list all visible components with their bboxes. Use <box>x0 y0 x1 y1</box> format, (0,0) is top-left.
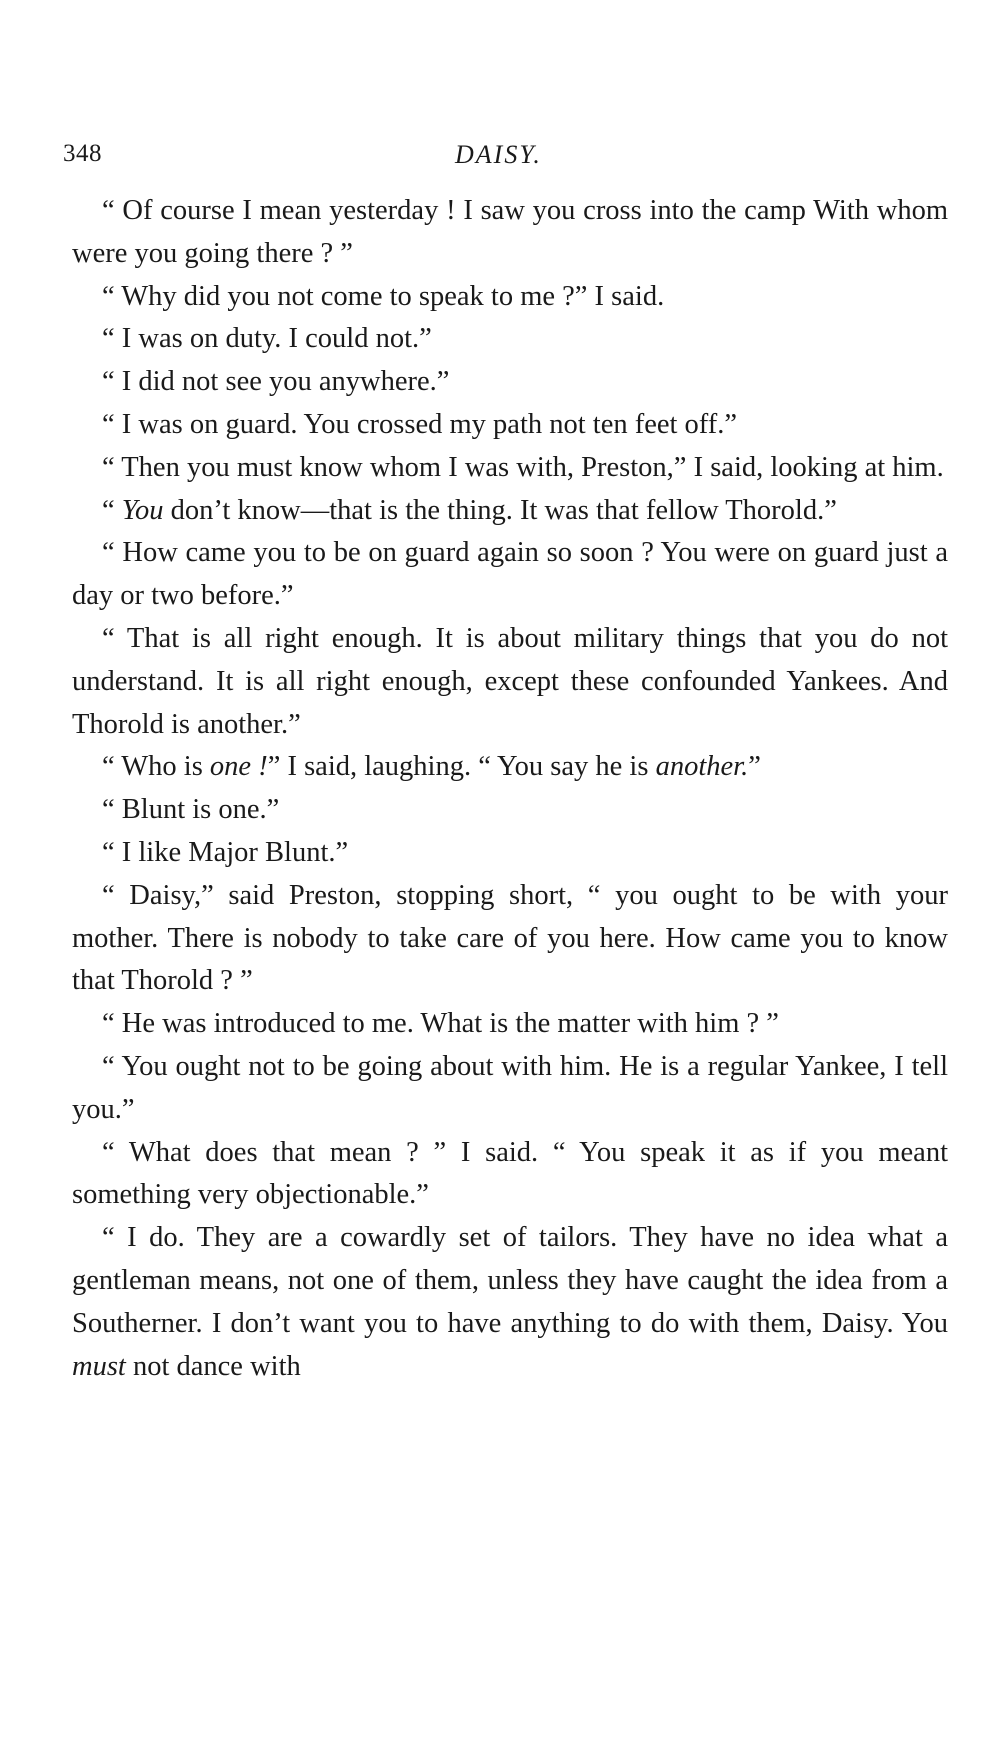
italic-text: another. <box>655 751 749 783</box>
page-number: 348 <box>63 140 102 167</box>
text-run: not dance with <box>125 1350 301 1382</box>
paragraph <box>72 875 948 1003</box>
paragraph <box>72 1003 948 1046</box>
paragraph <box>72 532 948 618</box>
body-text <box>72 190 948 1388</box>
text-run: ” I said, laughing. “ You say he is <box>267 751 656 783</box>
text-run: “ What does that mean ? ” I said. “ You speak it as if you meant something very objectionable.” <box>72 1136 948 1211</box>
page-header <box>0 140 1000 180</box>
text-run: “ I did not see you anywhere.” <box>102 366 450 398</box>
italic-text: You <box>121 494 164 526</box>
paragraph <box>72 190 948 276</box>
paragraph <box>72 404 948 447</box>
text-run: “ Why did you not come to speak to me ?” I said. <box>102 280 665 312</box>
italic-text: one ! <box>209 751 268 783</box>
paragraph <box>72 1217 948 1388</box>
running-title: DAISY. <box>455 140 542 169</box>
paragraph <box>72 832 948 875</box>
text-run: “ How came you to be on guard again so soon ? You were on guard just a day or two before.” <box>72 537 948 612</box>
text-run: “ I was on duty. I could not.” <box>102 323 432 355</box>
italic-text: must <box>72 1350 126 1382</box>
text-run: “ He was introduced to me. What is the matter with him ? ” <box>102 1008 779 1040</box>
text-run: “ That is all right enough. It is about military things that you do not understand. It is all right enough, except these confounded Yankees. And Thorold is another.” <box>72 622 948 740</box>
text-run: “ Blunt is one.” <box>102 794 280 826</box>
text-run: “ I was on guard. You crossed my path not ten feet off.” <box>102 408 738 440</box>
text-run: “ You ought not to be going about with him. He is a regular Yankee, I tell you.” <box>72 1050 948 1125</box>
text-run: ” <box>748 751 761 783</box>
text-run: “ Who is <box>102 751 210 783</box>
paragraph <box>72 490 948 533</box>
paragraph <box>72 1046 948 1132</box>
text-run: don’t know—that is the thing. It was that fellow Thorold.” <box>163 494 837 526</box>
paragraph <box>72 447 948 490</box>
text-run: “ Of course I mean yesterday ! I saw you cross into the camp With whom were you going there ? ” <box>72 195 948 269</box>
paragraph <box>72 746 948 789</box>
paragraph <box>72 789 948 832</box>
text-run: “ I do. They are a cowardly set of tailors. They have no idea what a gentleman means, not one of them, unless they have caught the idea from a Southerner. I don’t want you to have anything to do with them, Daisy. You <box>72 1222 948 1339</box>
paragraph <box>72 318 948 361</box>
paragraph <box>72 618 948 746</box>
text-run: “ <box>102 494 122 526</box>
text-run: “ Then you must know whom I was with, Preston,” I said, looking at him. <box>102 451 944 483</box>
paragraph <box>72 276 948 319</box>
text-run: “ Daisy,” said Preston, stopping short, “ you ought to be with your mother. There is nobody to take care of you here. How came you to know that Thorold ? ” <box>72 879 948 997</box>
paragraph <box>72 361 948 404</box>
text-run: “ I like Major Blunt.” <box>102 836 349 868</box>
paragraph <box>72 1132 948 1218</box>
